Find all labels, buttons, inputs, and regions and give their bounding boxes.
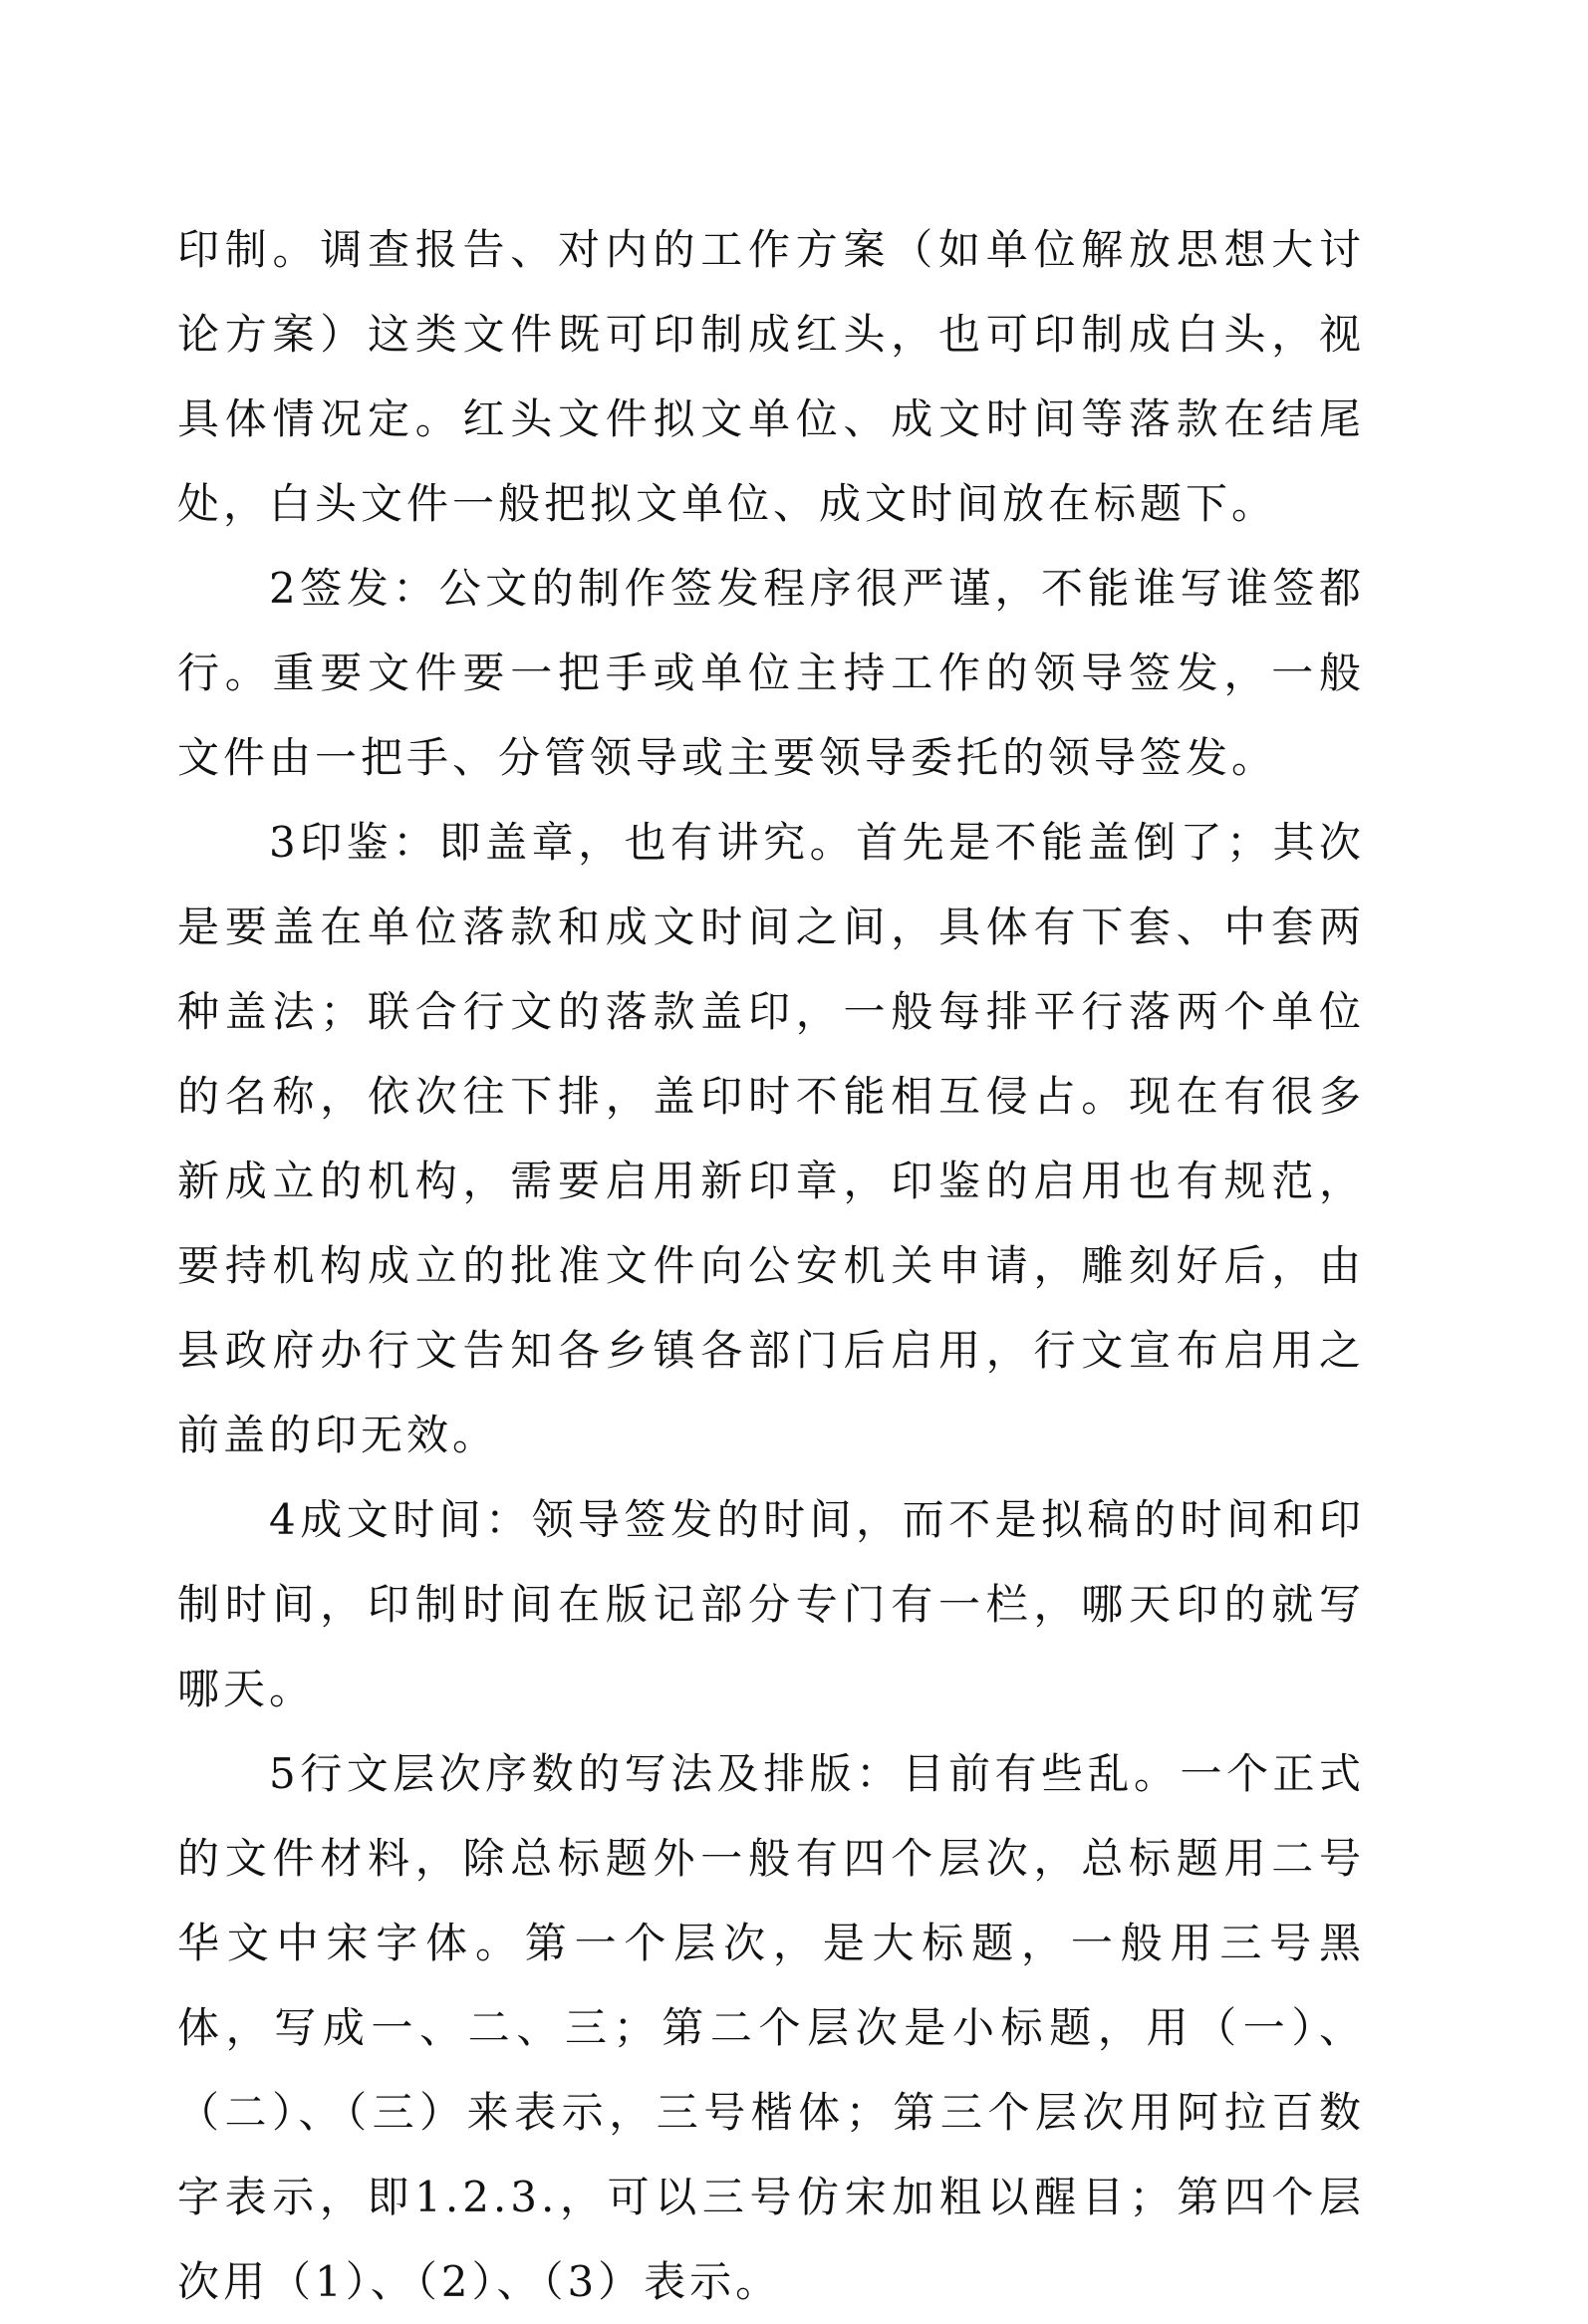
- paragraph-continuation-letterhead: 印制。调查报告、对内的工作方案（如单位解放思想大讨论方案）这类文件既可印制成红头，也可印制成白头，视具体情况定。红头文件拟文单位、成文时间等落款在结尾处，白头文件一般把拟文单位、成文时间放在标题下。: [177, 225, 1365, 528]
- paragraph-signing: 2签发：公文的制作签发程序很严谨，不能谁写谁签都行。重要文件要一把手或单位主持工作的领导签发，一般文件由一把手、分管领导或主要领导委托的领导签发。: [177, 564, 1365, 782]
- paragraph-heading-levels: 5行文层次序数的写法及排版：目前有些乱。一个正式的文件材料，除总标题外一般有四个层次，总标题用二号华文中宋字体。第一个层次，是大标题，一般用三号黑体，写成一、二、三；第二个层次是小标题，用（一）、（二）、（三）来表示，三号楷体；第三个层次用阿拉百数字表示，即1.2.3.，可以三号仿宋加粗以醒目；第四个层次用（1）、（2）、（3）表示。: [177, 1749, 1365, 2306]
- paragraph-issue-date: 4成文时间：领导签发的时间，而不是拟稿的时间和印制时间，印制时间在版记部分专门有一栏，哪天印的就写哪天。: [177, 1495, 1365, 1713]
- document-page: [177, 207, 1365, 2324]
- paragraph-seal: 3印鉴：即盖章，也有讲究。首先是不能盖倒了；其次是要盖在单位落款和成文时间之间，具体有下套、中套两种盖法；联合行文的落款盖印，一般每排平行落两个单位的名称，依次往下排，盖印时不能相互侵占。现在有很多新成立的机构，需要启用新印章，印鉴的启用也有规范，要持机构成立的批准文件向公安机关申请，雕刻好后，由县政府办行文告知各乡镇各部门后启用，行文宣布启用之前盖的印无效。: [177, 818, 1365, 1459]
